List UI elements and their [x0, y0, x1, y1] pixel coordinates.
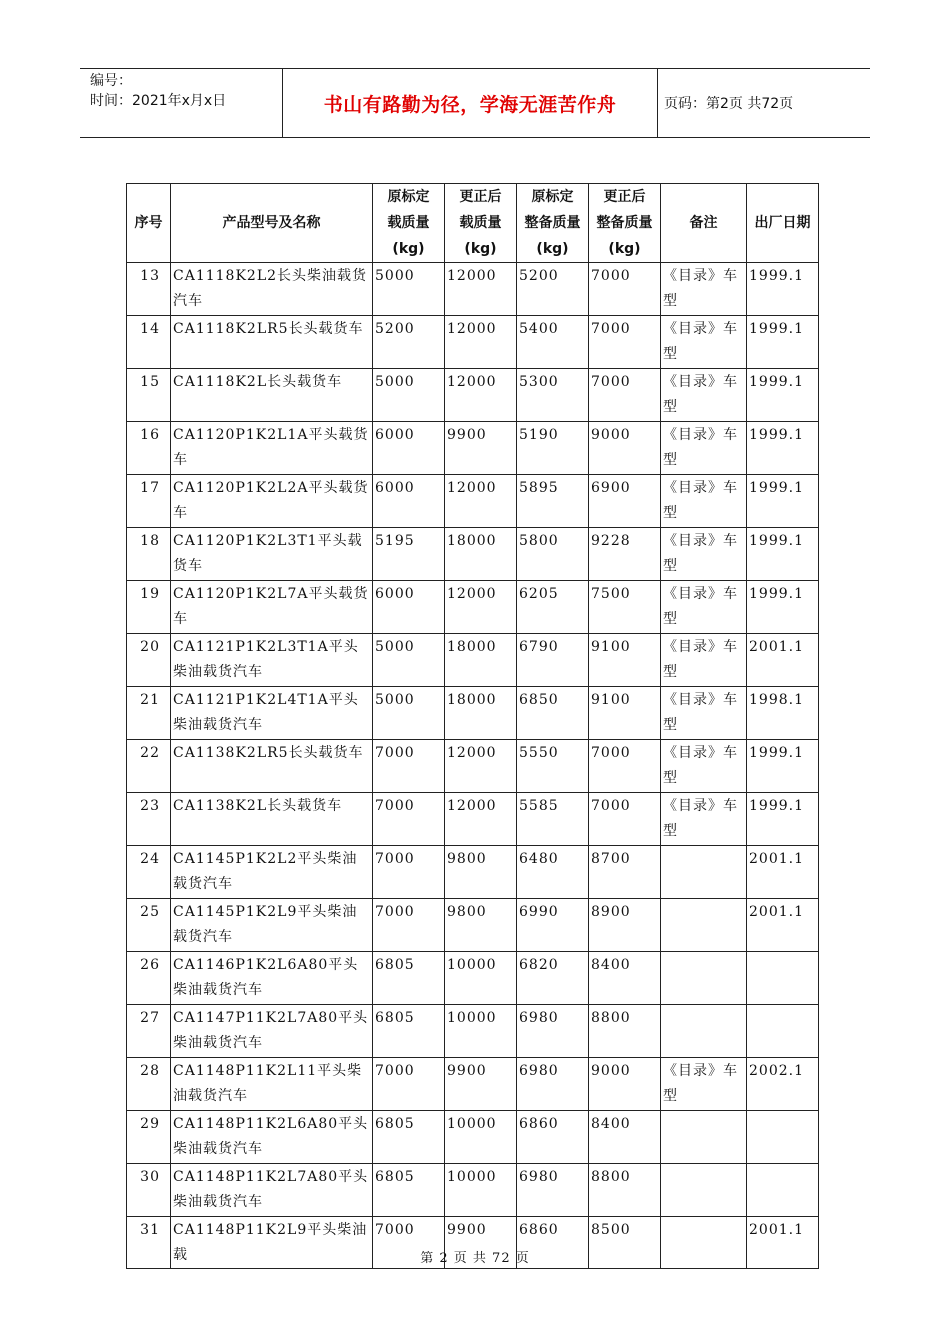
page-footer: 第 2 页 共 72 页: [420, 1251, 530, 1266]
header-orig-curb: 原标定 整备质量 (kg): [517, 184, 589, 263]
cell-orig-load: 6000: [373, 581, 445, 634]
cell-product-name: CA1121P1K2L4T1A平头柴油载货汽车: [171, 687, 373, 740]
cell-corr-curb: 8500: [589, 1217, 661, 1269]
table-body: [127, 263, 819, 1269]
table-row: [127, 740, 819, 793]
cell-orig-curb: 6480: [517, 846, 589, 899]
header-page-info: 页码：第2页 共72页: [664, 96, 794, 112]
cell-date: 2001.1: [747, 1217, 819, 1269]
cell-orig-curb: 6205: [517, 581, 589, 634]
cell-date: 1999.1: [747, 316, 819, 369]
header-meta: [90, 71, 280, 111]
cell-seq: 27: [127, 1005, 171, 1058]
cell-corr-load: 9800: [445, 846, 517, 899]
cell-seq: 20: [127, 634, 171, 687]
cell-seq: 15: [127, 369, 171, 422]
cell-corr-load: 10000: [445, 952, 517, 1005]
table-row: [127, 1164, 819, 1217]
cell-product-name: CA1146P1K2L6A80平头柴油载货汽车: [171, 952, 373, 1005]
cell-date: 1999.1: [747, 793, 819, 846]
header-corr-load: 更正后 载质量 (kg): [445, 184, 517, 263]
cell-corr-curb: 7000: [589, 793, 661, 846]
cell-seq: 19: [127, 581, 171, 634]
cell-seq: 26: [127, 952, 171, 1005]
cell-orig-load: 7000: [373, 846, 445, 899]
cell-seq: 31: [127, 1217, 171, 1269]
cell-corr-load: 12000: [445, 793, 517, 846]
cell-orig-curb: 5400: [517, 316, 589, 369]
header-corr-curb: 更正后 整备质量 (kg): [589, 184, 661, 263]
cell-remarks: [661, 1164, 747, 1217]
header-product-name: 产品型号及名称: [171, 184, 373, 263]
document-time-label: 时间：2021年x月x日: [90, 93, 227, 109]
header-seq: 序号: [127, 184, 171, 263]
cell-product-name: CA1148P11K2L6A80平头柴油载货汽车: [171, 1111, 373, 1164]
cell-corr-curb: 7000: [589, 316, 661, 369]
cell-remarks: 《目录》车型: [661, 263, 747, 316]
cell-date: 2001.1: [747, 846, 819, 899]
cell-seq: 25: [127, 899, 171, 952]
cell-corr-curb: 6900: [589, 475, 661, 528]
cell-orig-load: 7000: [373, 899, 445, 952]
cell-seq: 30: [127, 1164, 171, 1217]
table-row: [127, 634, 819, 687]
cell-date: 2001.1: [747, 634, 819, 687]
cell-orig-curb: 5550: [517, 740, 589, 793]
cell-date: 1999.1: [747, 740, 819, 793]
cell-orig-curb: 6790: [517, 634, 589, 687]
cell-orig-load: 6000: [373, 422, 445, 475]
cell-corr-load: 9900: [445, 1058, 517, 1111]
cell-orig-load: 5000: [373, 369, 445, 422]
table-row: [127, 793, 819, 846]
cell-date: 2002.1: [747, 1058, 819, 1111]
cell-date: 1999.1: [747, 581, 819, 634]
cell-corr-load: 10000: [445, 1111, 517, 1164]
cell-remarks: 《目录》车型: [661, 687, 747, 740]
cell-product-name: CA1138K2LR5长头载货车: [171, 740, 373, 793]
cell-remarks: [661, 1005, 747, 1058]
cell-orig-load: 7000: [373, 1058, 445, 1111]
cell-orig-curb: 6860: [517, 1217, 589, 1269]
header-orig-load: 原标定 载质量 (kg): [373, 184, 445, 263]
cell-seq: 17: [127, 475, 171, 528]
cell-date: [747, 1164, 819, 1217]
cell-product-name: CA1120P1K2L2A平头载货车: [171, 475, 373, 528]
cell-orig-load: 6805: [373, 1005, 445, 1058]
table-row: [127, 528, 819, 581]
cell-date: 1999.1: [747, 422, 819, 475]
cell-corr-load: 9900: [445, 422, 517, 475]
table-row: [127, 369, 819, 422]
cell-corr-load: 10000: [445, 1005, 517, 1058]
cell-product-name: CA1121P1K2L3T1A平头柴油载货汽车: [171, 634, 373, 687]
cell-orig-load: 7000: [373, 793, 445, 846]
cell-date: 1998.1: [747, 687, 819, 740]
cell-corr-load: 12000: [445, 475, 517, 528]
cell-seq: 14: [127, 316, 171, 369]
table-row: [127, 846, 819, 899]
table-row: [127, 263, 819, 316]
cell-corr-curb: 9228: [589, 528, 661, 581]
cell-corr-curb: 8400: [589, 952, 661, 1005]
cell-remarks: 《目录》车型: [661, 1058, 747, 1111]
cell-corr-curb: 7500: [589, 581, 661, 634]
cell-seq: 21: [127, 687, 171, 740]
table-header-row: [127, 184, 819, 263]
cell-orig-load: 5195: [373, 528, 445, 581]
cell-corr-curb: 8400: [589, 1111, 661, 1164]
cell-remarks: 《目录》车型: [661, 316, 747, 369]
cell-product-name: CA1120P1K2L7A平头载货车: [171, 581, 373, 634]
vehicle-mass-table: [126, 183, 819, 1269]
table-row: [127, 952, 819, 1005]
cell-corr-load: 12000: [445, 581, 517, 634]
cell-remarks: [661, 952, 747, 1005]
cell-corr-load: 10000: [445, 1164, 517, 1217]
cell-remarks: 《目录》车型: [661, 581, 747, 634]
cell-corr-curb: 8800: [589, 1164, 661, 1217]
header-remarks: 备注: [661, 184, 747, 263]
cell-remarks: 《目录》车型: [661, 793, 747, 846]
cell-product-name: CA1148P11K2L7A80平头柴油载货汽车: [171, 1164, 373, 1217]
cell-orig-curb: 5200: [517, 263, 589, 316]
cell-product-name: CA1147P11K2L7A80平头柴油载货汽车: [171, 1005, 373, 1058]
cell-orig-load: 5200: [373, 316, 445, 369]
cell-orig-curb: 5800: [517, 528, 589, 581]
cell-corr-curb: 9000: [589, 422, 661, 475]
cell-corr-load: 18000: [445, 634, 517, 687]
cell-corr-curb: 7000: [589, 369, 661, 422]
cell-corr-load: 9800: [445, 899, 517, 952]
cell-corr-curb: 9100: [589, 687, 661, 740]
cell-product-name: CA1145P1K2L9平头柴油载货汽车: [171, 899, 373, 952]
cell-corr-curb: 7000: [589, 740, 661, 793]
cell-date: 1999.1: [747, 475, 819, 528]
cell-orig-load: 6805: [373, 1164, 445, 1217]
cell-date: [747, 1005, 819, 1058]
cell-orig-load: 7000: [373, 740, 445, 793]
cell-product-name: CA1120P1K2L3T1平头载货车: [171, 528, 373, 581]
cell-corr-load: 18000: [445, 528, 517, 581]
cell-corr-curb: 7000: [589, 263, 661, 316]
cell-orig-load: 5000: [373, 687, 445, 740]
cell-seq: 13: [127, 263, 171, 316]
cell-orig-curb: 5300: [517, 369, 589, 422]
cell-remarks: 《目录》车型: [661, 634, 747, 687]
cell-product-name: CA1118K2L2长头柴油载货汽车: [171, 263, 373, 316]
cell-date: 1999.1: [747, 528, 819, 581]
cell-remarks: 《目录》车型: [661, 369, 747, 422]
header-motto: 书山有路勤为径，学海无涯苦作舟: [282, 69, 658, 137]
table-row: [127, 316, 819, 369]
cell-product-name: CA1118K2LR5长头载货车: [171, 316, 373, 369]
cell-product-name: CA1145P1K2L2平头柴油载货汽车: [171, 846, 373, 899]
table-row: [127, 1058, 819, 1111]
table-row: [127, 581, 819, 634]
cell-corr-load: 12000: [445, 316, 517, 369]
cell-orig-curb: 5190: [517, 422, 589, 475]
cell-corr-curb: 8800: [589, 1005, 661, 1058]
cell-remarks: [661, 899, 747, 952]
table-row: [127, 687, 819, 740]
table-row: [127, 422, 819, 475]
cell-corr-load: 12000: [445, 369, 517, 422]
cell-corr-load: 12000: [445, 740, 517, 793]
cell-corr-load: 12000: [445, 263, 517, 316]
header-date: 出厂日期: [747, 184, 819, 263]
cell-orig-load: 6000: [373, 475, 445, 528]
cell-orig-curb: 6850: [517, 687, 589, 740]
cell-orig-load: 6805: [373, 1111, 445, 1164]
cell-orig-curb: 6820: [517, 952, 589, 1005]
page-header: [80, 68, 870, 138]
cell-seq: 16: [127, 422, 171, 475]
cell-remarks: 《目录》车型: [661, 740, 747, 793]
cell-product-name: CA1118K2L长头载货车: [171, 369, 373, 422]
cell-seq: 18: [127, 528, 171, 581]
cell-corr-curb: 8900: [589, 899, 661, 952]
table-row: [127, 475, 819, 528]
cell-remarks: 《目录》车型: [661, 528, 747, 581]
cell-remarks: [661, 846, 747, 899]
cell-corr-load: 9900: [445, 1217, 517, 1269]
cell-seq: 24: [127, 846, 171, 899]
cell-product-name: CA1120P1K2L1A平头载货车: [171, 422, 373, 475]
cell-remarks: [661, 1111, 747, 1164]
cell-orig-curb: 6980: [517, 1005, 589, 1058]
table-row: [127, 1111, 819, 1164]
cell-corr-load: 18000: [445, 687, 517, 740]
cell-date: [747, 1111, 819, 1164]
cell-orig-curb: 5585: [517, 793, 589, 846]
cell-seq: 23: [127, 793, 171, 846]
table-row: [127, 899, 819, 952]
cell-corr-curb: 8700: [589, 846, 661, 899]
cell-remarks: 《目录》车型: [661, 475, 747, 528]
cell-orig-curb: 6990: [517, 899, 589, 952]
cell-orig-load: 5000: [373, 263, 445, 316]
cell-date: 1999.1: [747, 369, 819, 422]
cell-orig-curb: 5895: [517, 475, 589, 528]
cell-remarks: 《目录》车型: [661, 422, 747, 475]
cell-orig-load: 5000: [373, 634, 445, 687]
cell-orig-curb: 6980: [517, 1058, 589, 1111]
cell-corr-curb: 9000: [589, 1058, 661, 1111]
cell-orig-curb: 6980: [517, 1164, 589, 1217]
cell-product-name: CA1148P11K2L9平头柴油载: [171, 1217, 373, 1269]
cell-seq: 29: [127, 1111, 171, 1164]
cell-date: 2001.1: [747, 899, 819, 952]
cell-product-name: CA1148P11K2L11平头柴油载货汽车: [171, 1058, 373, 1111]
cell-seq: 22: [127, 740, 171, 793]
cell-corr-curb: 9100: [589, 634, 661, 687]
cell-date: [747, 952, 819, 1005]
document-number-label: 编号：: [90, 73, 132, 89]
cell-seq: 28: [127, 1058, 171, 1111]
cell-orig-curb: 6860: [517, 1111, 589, 1164]
cell-orig-load: 7000: [373, 1217, 445, 1269]
table-row: [127, 1005, 819, 1058]
cell-orig-load: 6805: [373, 952, 445, 1005]
cell-date: 1999.1: [747, 263, 819, 316]
cell-product-name: CA1138K2L长头载货车: [171, 793, 373, 846]
